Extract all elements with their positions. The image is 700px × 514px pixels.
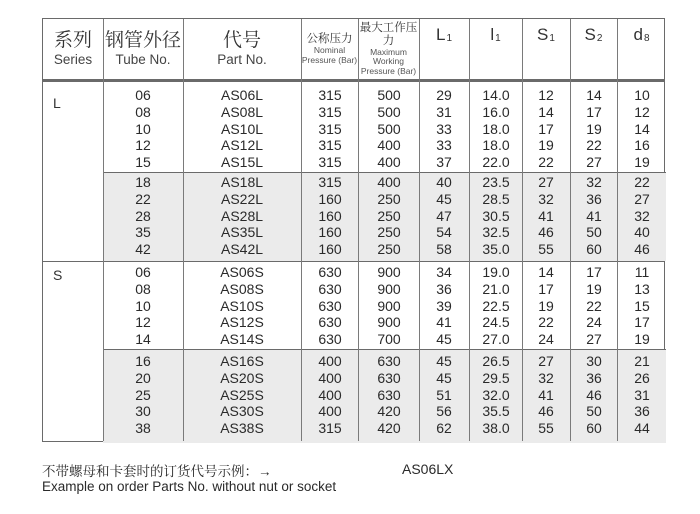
cell-L1: 36 (436, 280, 452, 297)
cell-max-pressure: 900 (377, 280, 401, 297)
cell-S2: 50 (586, 224, 602, 241)
cell-part-no: AS08S (220, 280, 264, 297)
cell-L1: 34 (436, 264, 452, 280)
cell-L1: 45 (436, 331, 452, 348)
cell-d8: 13 (634, 280, 650, 297)
cell-S2: 24 (586, 314, 602, 331)
cell-L1: 39 (436, 297, 452, 314)
cell-tube-no: 12 (135, 314, 151, 331)
cell-tube-no: 18 (135, 174, 151, 190)
cell-l1: 16.0 (482, 103, 510, 120)
cell-nominal-pressure: 400 (318, 403, 342, 420)
cell-max-pressure: 400 (377, 154, 401, 171)
cell-part-no: AS18L (220, 174, 264, 190)
header-part-cn: 代号 (222, 30, 261, 51)
cell-d8: 21 (634, 353, 650, 369)
cell-L1: 29 (436, 87, 452, 103)
cell-l1: 29.5 (482, 369, 510, 386)
cell-tube-no: 06 (135, 264, 151, 280)
cell-part-no: AS08L (220, 103, 264, 120)
cell-L1: 37 (436, 154, 452, 171)
cell-l1: 21.0 (482, 280, 510, 297)
cell-S1: 14 (538, 103, 554, 120)
cell-tube-no: 42 (135, 241, 151, 258)
cell-S2: 22 (586, 297, 602, 314)
cell-max-pressure: 250 (377, 224, 401, 241)
cell-part-no: AS22L (220, 190, 264, 207)
cell-part-no: AS06S (220, 264, 264, 280)
cell-max-pressure: 900 (377, 264, 401, 280)
header-series (43, 19, 103, 79)
cell-max-pressure: 630 (377, 353, 401, 369)
cell-S2: 17 (586, 264, 602, 280)
cell-d8: 46 (634, 241, 650, 258)
cell-max-pressure: 500 (377, 120, 401, 137)
cell-L1: 47 (436, 207, 452, 224)
cell-nominal-pressure: 315 (318, 420, 342, 437)
header-tube (103, 19, 183, 79)
cell-l1: 19.0 (482, 264, 510, 280)
cell-S2: 60 (586, 420, 602, 437)
cell-max-pressure: 420 (377, 403, 401, 420)
cell-max-pressure: 400 (377, 174, 401, 190)
header-part (183, 19, 301, 79)
cell-part-no: AS38S (220, 420, 264, 437)
cell-L1: 58 (436, 241, 452, 258)
cell-S1: 41 (538, 386, 554, 403)
cell-tube-no: 15 (135, 154, 151, 171)
header-S1-sub: 1 (549, 33, 555, 44)
cell-S1: 24 (538, 331, 554, 348)
cell-S2: 14 (586, 87, 602, 103)
cell-part-no: AS25S (220, 386, 264, 403)
cell-nominal-pressure: 630 (318, 297, 342, 314)
cell-d8: 11 (634, 264, 650, 280)
cell-nominal-pressure: 315 (318, 87, 342, 103)
table-row (43, 224, 664, 241)
cell-S1: 32 (538, 369, 554, 386)
cell-l1: 32.5 (482, 224, 510, 241)
cell-S1: 14 (538, 264, 554, 280)
cell-S1: 27 (538, 353, 554, 369)
cell-tube-no: 30 (135, 403, 151, 420)
cell-max-pressure: 630 (377, 386, 401, 403)
header-nominal-en2: Pressure (Bar) (301, 54, 358, 65)
header-L1-main: L (435, 25, 446, 44)
table-row (43, 191, 664, 208)
cell-S1: 22 (538, 154, 554, 171)
cell-tube-no: 20 (135, 369, 151, 386)
table-row (43, 208, 664, 225)
cell-max-pressure: 900 (377, 314, 401, 331)
cell-S1: 19 (538, 137, 554, 154)
cell-S1: 19 (538, 297, 554, 314)
cell-part-no: AS06L (220, 87, 264, 103)
cell-tube-no: 14 (135, 331, 151, 348)
cell-S2: 17 (586, 103, 602, 120)
cell-tube-no: 10 (135, 120, 151, 137)
cell-L1: 62 (436, 420, 452, 437)
specification-table (42, 18, 665, 442)
cell-S2: 60 (586, 241, 602, 258)
cell-d8: 10 (634, 87, 650, 103)
cell-l1: 27.0 (482, 331, 510, 348)
cell-tube-no: 16 (135, 353, 151, 369)
cell-S2: 19 (586, 280, 602, 297)
table-row (43, 353, 664, 370)
header-d8 (617, 19, 666, 79)
cell-S1: 55 (538, 420, 554, 437)
header-S1 (522, 19, 570, 79)
cell-tube-no: 08 (135, 280, 151, 297)
cell-S2: 19 (586, 120, 602, 137)
table-row (43, 298, 664, 315)
cell-part-no: AS28L (220, 207, 264, 224)
table-row (43, 264, 664, 281)
cell-d8: 22 (634, 174, 650, 190)
header-max-en1: Maximum Working (370, 46, 407, 67)
cell-l1: 18.0 (482, 120, 510, 137)
series-label-L: L (53, 95, 61, 111)
cell-L1: 56 (436, 403, 452, 420)
cell-nominal-pressure: 400 (318, 386, 342, 403)
table-row (43, 420, 664, 437)
cell-L1: 51 (436, 386, 452, 403)
cell-S1: 27 (538, 174, 554, 190)
cell-S2: 22 (586, 137, 602, 154)
cell-max-pressure: 420 (377, 420, 401, 437)
cell-d8: 14 (634, 120, 650, 137)
cell-S2: 41 (586, 207, 602, 224)
cell-part-no: AS20S (220, 369, 264, 386)
cell-L1: 33 (436, 120, 452, 137)
cell-l1: 22.0 (482, 154, 510, 171)
header-tube-cn: 钢管外径 (104, 30, 181, 51)
cell-tube-no: 38 (135, 420, 151, 437)
table-row (43, 121, 664, 138)
cell-S2: 27 (586, 331, 602, 348)
cell-S2: 27 (586, 154, 602, 171)
cell-d8: 17 (634, 314, 650, 331)
header-S1-main: S (537, 25, 549, 44)
cell-l1: 23.5 (482, 174, 510, 190)
cell-L1: 45 (436, 190, 452, 207)
cell-d8: 12 (634, 103, 650, 120)
cell-part-no: AS12S (220, 314, 264, 331)
cell-part-no: AS42L (220, 241, 264, 258)
cell-nominal-pressure: 315 (318, 174, 342, 190)
cell-nominal-pressure: 630 (318, 331, 342, 348)
header-max-pressure (358, 19, 419, 79)
cell-d8: 40 (634, 224, 650, 241)
header-series-en: Series (53, 52, 93, 67)
group-divider (103, 172, 666, 173)
cell-L1: 45 (436, 369, 452, 386)
header-part-en: Part No. (217, 52, 267, 67)
cell-max-pressure: 630 (377, 369, 401, 386)
cell-nominal-pressure: 630 (318, 264, 342, 280)
cell-l1: 38.0 (482, 420, 510, 437)
header-nominal-en1: Nominal (313, 45, 346, 55)
cell-d8: 26 (634, 369, 650, 386)
cell-L1: 33 (436, 137, 452, 154)
cell-part-no: AS10S (220, 297, 264, 314)
cell-nominal-pressure: 400 (318, 369, 342, 386)
cell-d8: 31 (634, 386, 650, 403)
cell-part-no: AS12L (220, 137, 264, 154)
cell-max-pressure: 250 (377, 207, 401, 224)
cell-max-pressure: 500 (377, 87, 401, 103)
header-nominal-cn: 公称压力 (306, 33, 353, 45)
table-row (43, 104, 664, 121)
table-row (43, 154, 664, 171)
header-S2-main: S (584, 25, 596, 44)
cell-S2: 32 (586, 174, 602, 190)
cell-S2: 46 (586, 386, 602, 403)
cell-nominal-pressure: 160 (318, 224, 342, 241)
table-row (43, 137, 664, 154)
cell-max-pressure: 500 (377, 103, 401, 120)
cell-tube-no: 28 (135, 207, 151, 224)
cell-tube-no: 25 (135, 386, 151, 403)
cell-tube-no: 08 (135, 103, 151, 120)
header-l1-sub: 1 (495, 33, 501, 44)
cell-part-no: AS16S (220, 353, 264, 369)
cell-d8: 16 (634, 137, 650, 154)
cell-l1: 18.0 (482, 137, 510, 154)
header-nominal-pressure (301, 19, 358, 79)
cell-nominal-pressure: 160 (318, 241, 342, 258)
cell-part-no: AS30S (220, 403, 264, 420)
header-d8-main: d (633, 25, 643, 44)
cell-max-pressure: 250 (377, 190, 401, 207)
cell-max-pressure: 900 (377, 297, 401, 314)
cell-L1: 40 (436, 174, 452, 190)
cell-d8: 44 (634, 420, 650, 437)
cell-S1: 41 (538, 207, 554, 224)
cell-max-pressure: 700 (377, 331, 401, 348)
cell-S1: 32 (538, 190, 554, 207)
cell-part-no: AS35L (220, 224, 264, 241)
cell-part-no: AS15L (220, 154, 264, 171)
cell-nominal-pressure: 315 (318, 154, 342, 171)
cell-d8: 19 (634, 331, 650, 348)
cell-L1: 41 (436, 314, 452, 331)
cell-max-pressure: 250 (377, 241, 401, 258)
cell-l1: 35.5 (482, 403, 510, 420)
cell-part-no: AS10L (220, 120, 264, 137)
cell-part-no: AS14S (220, 331, 264, 348)
cell-S2: 50 (586, 403, 602, 420)
header-L1-sub: 1 (446, 33, 453, 44)
cell-l1: 14.0 (482, 87, 510, 103)
cell-S1: 22 (538, 314, 554, 331)
header-max-en2: Pressure (Bar) (360, 65, 417, 76)
cell-d8: 15 (634, 297, 650, 314)
order-note-cn: 不带螺母和卡套时的订货代号示例：→ (42, 464, 272, 479)
cell-S1: 46 (538, 403, 554, 420)
cell-l1: 26.5 (482, 353, 510, 369)
table-row (43, 281, 664, 298)
cell-tube-no: 35 (135, 224, 151, 241)
cell-d8: 32 (634, 207, 650, 224)
cell-nominal-pressure: 315 (318, 103, 342, 120)
table-row (43, 387, 664, 404)
header-d8-sub: 8 (643, 33, 650, 44)
cell-d8: 19 (634, 154, 650, 171)
table-row (43, 370, 664, 387)
cell-d8: 27 (634, 190, 650, 207)
table-row (43, 331, 664, 348)
header-max-cn: 最大工作压力 (359, 21, 418, 47)
cell-tube-no: 06 (135, 87, 151, 103)
header-S2-sub: 2 (596, 33, 603, 44)
header-l1-main: l (490, 25, 495, 44)
cell-l1: 35.0 (482, 241, 510, 258)
cell-nominal-pressure: 315 (318, 120, 342, 137)
cell-l1: 30.5 (482, 207, 510, 224)
table-row (43, 87, 664, 104)
table-row (43, 403, 664, 420)
cell-S1: 12 (538, 87, 554, 103)
cell-S1: 55 (538, 241, 554, 258)
header-L1 (419, 19, 469, 79)
cell-tube-no: 10 (135, 297, 151, 314)
cell-nominal-pressure: 160 (318, 207, 342, 224)
header-series-cn: 系列 (53, 30, 92, 51)
cell-max-pressure: 400 (377, 137, 401, 154)
cell-l1: 24.5 (482, 314, 510, 331)
order-note-en: Example on order Parts No. without nut or socket (42, 479, 337, 494)
cell-nominal-pressure: 400 (318, 353, 342, 369)
cell-l1: 22.5 (482, 297, 510, 314)
cell-L1: 54 (436, 224, 452, 241)
cell-nominal-pressure: 630 (318, 280, 342, 297)
cell-S1: 46 (538, 224, 554, 241)
cell-nominal-pressure: 160 (318, 190, 342, 207)
table-row (43, 241, 664, 258)
cell-S2: 30 (586, 353, 602, 369)
header-S2 (570, 19, 617, 79)
group-divider (103, 349, 666, 350)
order-example-code: AS06LX (402, 461, 454, 477)
cell-S2: 36 (586, 190, 602, 207)
cell-l1: 32.0 (482, 386, 510, 403)
table-row (43, 314, 664, 331)
cell-L1: 45 (436, 353, 452, 369)
series-label-S: S (53, 267, 63, 283)
cell-S2: 36 (586, 369, 602, 386)
header-tube-en: Tube No. (115, 52, 171, 67)
cell-L1: 31 (436, 103, 452, 120)
cell-tube-no: 22 (135, 190, 151, 207)
cell-S1: 17 (538, 120, 554, 137)
cell-nominal-pressure: 315 (318, 137, 342, 154)
header-l1 (469, 19, 522, 79)
cell-nominal-pressure: 630 (318, 314, 342, 331)
table-row (43, 174, 664, 191)
cell-l1: 28.5 (482, 190, 510, 207)
cell-tube-no: 12 (135, 137, 151, 154)
cell-d8: 36 (634, 403, 650, 420)
cell-S1: 17 (538, 280, 554, 297)
